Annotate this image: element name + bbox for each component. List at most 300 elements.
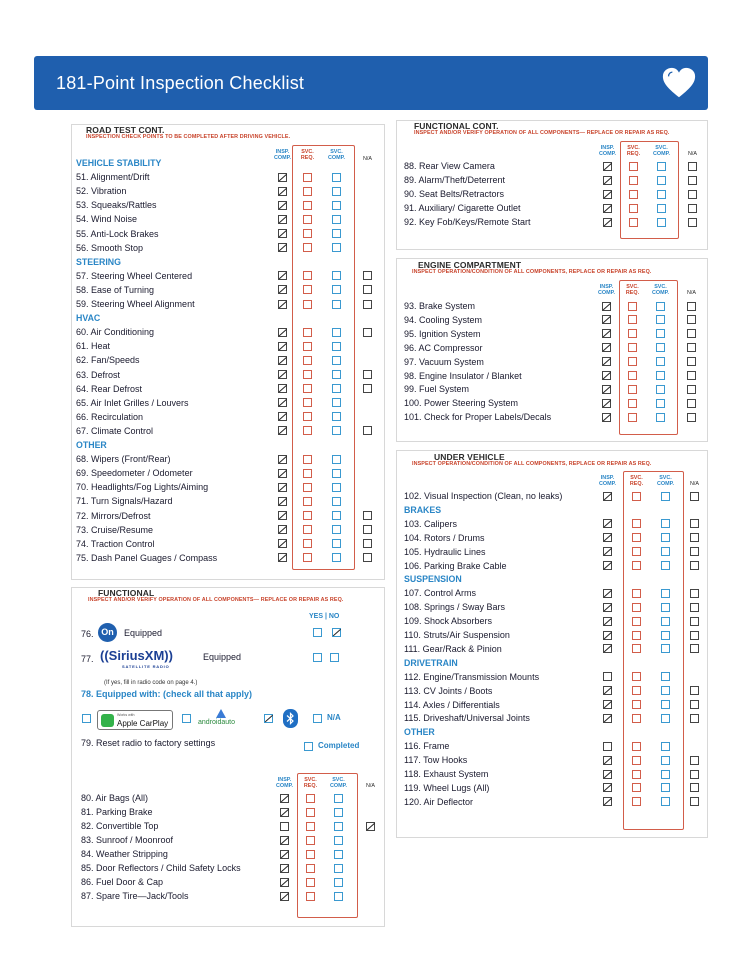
road_test-na-checkbox[interactable] — [363, 285, 372, 294]
road_test-na-checkbox[interactable] — [363, 511, 372, 520]
functional_cont-svc-comp-checkbox[interactable] — [657, 190, 666, 199]
engine-svc-req-checkbox[interactable] — [628, 413, 637, 422]
road_test-insp-comp-checkbox[interactable] — [278, 271, 287, 280]
road_test-svc-req-checkbox[interactable] — [303, 398, 312, 407]
functional_cont-col-header-insp: INSP. COMP. — [599, 145, 616, 158]
engine-svc-comp-checkbox[interactable] — [656, 315, 665, 324]
bluetooth-checkbox[interactable] — [264, 714, 273, 723]
under-svc-req-checkbox[interactable] — [632, 589, 641, 598]
functional_cont-svc-req-checkbox[interactable] — [629, 176, 638, 185]
road_test-insp-comp-checkbox[interactable] — [278, 497, 287, 506]
under-col-header-req: SVC. REQ. — [629, 475, 644, 488]
engine-na-checkbox[interactable] — [687, 357, 696, 366]
engine-svc-comp-checkbox[interactable] — [656, 371, 665, 380]
under-na-checkbox[interactable] — [690, 797, 699, 806]
road_test-insp-comp-checkbox[interactable] — [278, 398, 287, 407]
under-insp-comp-checkbox[interactable] — [603, 561, 612, 570]
road_test-svc-comp-checkbox[interactable] — [332, 229, 341, 238]
none-na-checkbox[interactable] — [313, 714, 322, 723]
road_test-item-label: 64. Rear Defrost — [76, 383, 143, 394]
functional-svc-req-checkbox[interactable] — [306, 850, 315, 859]
functional_cont-svc-comp-checkbox[interactable] — [657, 162, 666, 171]
under-na-checkbox[interactable] — [690, 714, 699, 723]
engine-na-checkbox[interactable] — [687, 329, 696, 338]
under-na-checkbox[interactable] — [690, 617, 699, 626]
road_test-svc-req-checkbox[interactable] — [303, 229, 312, 238]
road_test-item-label: 54. Wind Noise — [76, 214, 138, 225]
engine-svc-req-checkbox[interactable] — [628, 371, 637, 380]
under-svc-req-checkbox[interactable] — [632, 492, 641, 501]
road_test-insp-comp-checkbox[interactable] — [278, 356, 287, 365]
functional-svc-comp-checkbox[interactable] — [334, 794, 343, 803]
functional-svc-comp-checkbox[interactable] — [334, 892, 343, 901]
engine-insp-comp-checkbox[interactable] — [602, 315, 611, 324]
functional_cont-insp-comp-checkbox[interactable] — [603, 204, 612, 213]
road_test-svc-comp-checkbox[interactable] — [332, 525, 341, 534]
road_test-svc-comp-checkbox[interactable] — [332, 483, 341, 492]
road_test-insp-comp-checkbox[interactable] — [278, 525, 287, 534]
functional-svc-req-checkbox[interactable] — [306, 892, 315, 901]
under-svc-comp-checkbox[interactable] — [661, 617, 670, 626]
under-svc-req-checkbox[interactable] — [632, 631, 641, 640]
road_test-svc-req-checkbox[interactable] — [303, 384, 312, 393]
under-insp-comp-checkbox[interactable] — [603, 770, 612, 779]
functional_cont-na-checkbox[interactable] — [688, 162, 697, 171]
functional_cont-na-checkbox[interactable] — [688, 190, 697, 199]
functional_cont-svc-req-checkbox[interactable] — [629, 190, 638, 199]
engine-svc-req-checkbox[interactable] — [628, 329, 637, 338]
road_test-na-checkbox[interactable] — [363, 384, 372, 393]
engine-svc-req-checkbox[interactable] — [628, 302, 637, 311]
engine-insp-comp-checkbox[interactable] — [602, 357, 611, 366]
road_test-svc-comp-checkbox[interactable] — [332, 455, 341, 464]
item-77-number: 77. — [81, 654, 94, 664]
under-svc-comp-checkbox[interactable] — [661, 714, 670, 723]
road_test-svc-req-checkbox[interactable] — [303, 215, 312, 224]
road_test-item-label: 70. Headlights/Fog Lights/Aiming — [76, 482, 209, 493]
road_test-insp-comp-checkbox[interactable] — [278, 285, 287, 294]
under-na-checkbox[interactable] — [690, 700, 699, 709]
functional_cont-insp-comp-checkbox[interactable] — [603, 218, 612, 227]
road_test-svc-req-checkbox[interactable] — [303, 173, 312, 182]
road_test-insp-comp-checkbox[interactable] — [278, 187, 287, 196]
engine-na-checkbox[interactable] — [687, 315, 696, 324]
road_test-insp-comp-checkbox[interactable] — [278, 215, 287, 224]
road_test-na-checkbox[interactable] — [363, 300, 372, 309]
item-76-no-checkbox[interactable] — [332, 628, 341, 637]
under-item-label: 118. Exhaust System — [404, 769, 489, 779]
functional-insp-comp-checkbox[interactable] — [280, 822, 289, 831]
heart-icon — [660, 65, 698, 101]
road_test-svc-comp-checkbox[interactable] — [332, 173, 341, 182]
under-na-checkbox[interactable] — [690, 603, 699, 612]
engine-svc-comp-checkbox[interactable] — [656, 413, 665, 422]
road_test-svc-req-checkbox[interactable] — [303, 271, 312, 280]
functional-insp-comp-checkbox[interactable] — [280, 892, 289, 901]
under-insp-comp-checkbox[interactable] — [603, 617, 612, 626]
engine-svc-req-checkbox[interactable] — [628, 315, 637, 324]
road_test-svc-comp-checkbox[interactable] — [332, 398, 341, 407]
under-insp-comp-checkbox[interactable] — [603, 533, 612, 542]
under-svc-comp-checkbox[interactable] — [661, 770, 670, 779]
road_test-na-checkbox[interactable] — [363, 539, 372, 548]
functional-svc-comp-checkbox[interactable] — [334, 822, 343, 831]
item-77-no-checkbox[interactable] — [330, 653, 339, 662]
road_test-insp-comp-checkbox[interactable] — [278, 173, 287, 182]
engine-item-label: 98. Engine Insulator / Blanket — [404, 370, 522, 381]
engine-insp-comp-checkbox[interactable] — [602, 302, 611, 311]
under-svc-comp-checkbox[interactable] — [661, 603, 670, 612]
road_test-item-label: 60. Air Conditioning — [76, 327, 155, 338]
functional-svc-comp-checkbox[interactable] — [334, 850, 343, 859]
under-item-label: 109. Shock Absorbers — [404, 616, 493, 627]
road_test-insp-comp-checkbox[interactable] — [278, 370, 287, 379]
engine-item-label: 97. Vacuum System — [404, 356, 484, 367]
android-auto-checkbox[interactable] — [182, 714, 191, 723]
engine-item-label: 94. Cooling System — [404, 314, 483, 325]
road_test-na-checkbox[interactable] — [363, 426, 372, 435]
engine-insp-comp-checkbox[interactable] — [602, 371, 611, 380]
road_test-insp-comp-checkbox[interactable] — [278, 455, 287, 464]
engine-insp-comp-checkbox[interactable] — [602, 329, 611, 338]
functional_cont-svc-req-checkbox[interactable] — [629, 204, 638, 213]
functional-insp-comp-checkbox[interactable] — [280, 808, 289, 817]
functional-col-header-insp: INSP. COMP. — [276, 777, 293, 790]
road_test-svc-req-checkbox[interactable] — [303, 356, 312, 365]
engine-svc-comp-checkbox[interactable] — [656, 357, 665, 366]
under-na-checkbox[interactable] — [690, 756, 699, 765]
under-na-checkbox[interactable] — [690, 589, 699, 598]
functional-svc-req-checkbox[interactable] — [306, 864, 315, 873]
engine-na-checkbox[interactable] — [687, 343, 696, 352]
under-svc-req-checkbox[interactable] — [632, 561, 641, 570]
under-svc-comp-checkbox[interactable] — [661, 519, 670, 528]
road_test-svc-req-checkbox[interactable] — [303, 469, 312, 478]
functional_cont-insp-comp-checkbox[interactable] — [603, 176, 612, 185]
road_test-svc-req-checkbox[interactable] — [303, 483, 312, 492]
functional_cont-item-label: 89. Alarm/Theft/Deterrent — [404, 175, 506, 185]
functional_cont-item-label: 91. Auxiliary/ Cigarette Outlet — [404, 203, 521, 213]
functional-insp-comp-checkbox[interactable] — [280, 794, 289, 803]
engine-subtitle: INSPECT OPERATION/CONDITION OF ALL COMPONENTS, REPLACE OR REPAIR AS REQ. — [412, 269, 652, 275]
engine-title: ENGINE COMPARTMENT — [418, 260, 522, 270]
under-svc-req-checkbox[interactable] — [632, 714, 641, 723]
road_test-svc-comp-checkbox[interactable] — [332, 553, 341, 562]
engine-na-checkbox[interactable] — [687, 399, 696, 408]
road_test-svc-comp-checkbox[interactable] — [332, 469, 341, 478]
road_test-svc-req-checkbox[interactable] — [303, 511, 312, 520]
road_test-svc-req-checkbox[interactable] — [303, 187, 312, 196]
engine-na-checkbox[interactable] — [687, 302, 696, 311]
road_test-insp-comp-checkbox[interactable] — [278, 328, 287, 337]
functional_cont-insp-comp-checkbox[interactable] — [603, 162, 612, 171]
engine-na-checkbox[interactable] — [687, 413, 696, 422]
reset-completed-checkbox[interactable] — [304, 742, 313, 751]
under-svc-req-checkbox[interactable] — [632, 519, 641, 528]
under-insp-comp-checkbox[interactable] — [603, 631, 612, 640]
under-insp-comp-checkbox[interactable] — [603, 797, 612, 806]
road_test-svc-req-checkbox[interactable] — [303, 300, 312, 309]
road_test-svc-comp-checkbox[interactable] — [332, 201, 341, 210]
under-svc-req-checkbox[interactable] — [632, 783, 641, 792]
functional_cont-insp-comp-checkbox[interactable] — [603, 190, 612, 199]
under-svc-comp-checkbox[interactable] — [661, 589, 670, 598]
under-svc-req-checkbox[interactable] — [632, 644, 641, 653]
road_test-col-header-req: SVC. REQ. — [300, 149, 315, 162]
functional-item-label: 84. Weather Stripping — [81, 849, 168, 859]
functional-svc-req-checkbox[interactable] — [306, 794, 315, 803]
under-svc-comp-checkbox[interactable] — [661, 644, 670, 653]
road_test-insp-comp-checkbox[interactable] — [278, 426, 287, 435]
functional-svc-req-checkbox[interactable] — [306, 808, 315, 817]
under-svc-comp-checkbox[interactable] — [661, 756, 670, 765]
engine-svc-comp-checkbox[interactable] — [656, 302, 665, 311]
under-svc-req-checkbox[interactable] — [632, 672, 641, 681]
under-na-checkbox[interactable] — [690, 547, 699, 556]
engine-na-checkbox[interactable] — [687, 371, 696, 380]
road_test-na-checkbox[interactable] — [363, 525, 372, 534]
road_test-na-checkbox[interactable] — [363, 370, 372, 379]
road_test-section-heading: HVAC — [76, 313, 101, 324]
road_test-svc-req-checkbox[interactable] — [303, 285, 312, 294]
engine-col-header-insp: INSP. COMP. — [598, 284, 615, 297]
road_test-svc-req-checkbox[interactable] — [303, 201, 312, 210]
road_test-insp-comp-checkbox[interactable] — [278, 511, 287, 520]
under-insp-comp-checkbox[interactable] — [603, 783, 612, 792]
road_test-insp-comp-checkbox[interactable] — [278, 483, 287, 492]
under-item-label: 113. CV Joints / Boots — [404, 685, 493, 696]
engine-svc-comp-checkbox[interactable] — [656, 385, 665, 394]
functional-svc-req-checkbox[interactable] — [306, 836, 315, 845]
road_test-svc-req-checkbox[interactable] — [303, 497, 312, 506]
under-item-label: 115. Driveshaft/Universal Joints — [404, 713, 530, 724]
road_test-svc-req-checkbox[interactable] — [303, 370, 312, 379]
under-na-checkbox[interactable] — [690, 561, 699, 570]
functional_cont-svc-comp-checkbox[interactable] — [657, 204, 666, 213]
functional-insp-comp-checkbox[interactable] — [280, 850, 289, 859]
under-insp-comp-checkbox[interactable] — [603, 756, 612, 765]
under-svc-comp-checkbox[interactable] — [661, 561, 670, 570]
road_test-svc-req-checkbox[interactable] — [303, 243, 312, 252]
engine-item-label: 99. Fuel System — [404, 384, 470, 395]
engine-svc-req-checkbox[interactable] — [628, 343, 637, 352]
engine-svc-req-checkbox[interactable] — [628, 357, 637, 366]
road_test-svc-comp-checkbox[interactable] — [332, 285, 341, 294]
road_test-svc-comp-checkbox[interactable] — [332, 342, 341, 351]
functional-item-label: 82. Convertible Top — [81, 821, 159, 831]
road_test-svc-comp-checkbox[interactable] — [332, 384, 341, 393]
road_test-insp-comp-checkbox[interactable] — [278, 300, 287, 309]
road_test-svc-req-checkbox[interactable] — [303, 525, 312, 534]
functional_cont-na-checkbox[interactable] — [688, 204, 697, 213]
under-svc-comp-checkbox[interactable] — [661, 742, 670, 751]
under-svc-comp-checkbox[interactable] — [661, 797, 670, 806]
road_test-na-checkbox[interactable] — [363, 271, 372, 280]
under-insp-comp-checkbox[interactable] — [603, 603, 612, 612]
functional_cont-svc-comp-checkbox[interactable] — [657, 176, 666, 185]
under-svc-req-checkbox[interactable] — [632, 797, 641, 806]
engine-insp-comp-checkbox[interactable] — [602, 399, 611, 408]
functional-na-checkbox[interactable] — [366, 822, 375, 831]
engine-item-label: 100. Power Steering System — [404, 398, 519, 409]
functional_cont-col-header-na: N/A — [688, 151, 697, 157]
under-subtitle: INSPECT OPERATION/CONDITION OF ALL COMPONENTS, REPLACE OR REPAIR AS REQ. — [412, 461, 652, 467]
under-insp-comp-checkbox[interactable] — [603, 519, 612, 528]
road_test-svc-comp-checkbox[interactable] — [332, 370, 341, 379]
road_test-insp-comp-checkbox[interactable] — [278, 201, 287, 210]
functional-col-header-comp: SVC. COMP. — [330, 777, 347, 790]
engine-svc-comp-checkbox[interactable] — [656, 343, 665, 352]
road_test-svc-req-checkbox[interactable] — [303, 455, 312, 464]
under-svc-comp-checkbox[interactable] — [661, 533, 670, 542]
under-item-label: 117. Tow Hooks — [404, 755, 468, 766]
under-svc-comp-checkbox[interactable] — [661, 686, 670, 695]
under-insp-comp-checkbox[interactable] — [603, 589, 612, 598]
item-79-label: 79. Reset radio to factory settings — [81, 738, 216, 748]
functional_cont-svc-req-checkbox[interactable] — [629, 162, 638, 171]
road_test-svc-comp-checkbox[interactable] — [332, 539, 341, 548]
functional-insp-comp-checkbox[interactable] — [280, 836, 289, 845]
under-na-checkbox[interactable] — [690, 492, 699, 501]
under-svc-req-checkbox[interactable] — [632, 686, 641, 695]
functional_cont-col-header-comp: SVC. COMP. — [653, 145, 670, 158]
road_test-svc-comp-checkbox[interactable] — [332, 271, 341, 280]
road_test-svc-req-checkbox[interactable] — [303, 539, 312, 548]
engine-svc-comp-checkbox[interactable] — [656, 399, 665, 408]
under-insp-comp-checkbox[interactable] — [603, 742, 612, 751]
under-insp-comp-checkbox[interactable] — [603, 714, 612, 723]
functional_cont-svc-req-checkbox[interactable] — [629, 218, 638, 227]
under-item-label: 112. Engine/Transmission Mounts — [404, 671, 540, 682]
road_test-svc-req-checkbox[interactable] — [303, 412, 312, 421]
engine-insp-comp-checkbox[interactable] — [602, 385, 611, 394]
engine-svc-req-checkbox[interactable] — [628, 385, 637, 394]
item-77-yes-checkbox[interactable] — [313, 653, 322, 662]
road_test-na-checkbox[interactable] — [363, 553, 372, 562]
functional_cont-na-checkbox[interactable] — [688, 218, 697, 227]
page-title: 181-Point Inspection Checklist — [56, 73, 305, 93]
road_test-svc-comp-checkbox[interactable] — [332, 497, 341, 506]
radio-code-note: (If yes, fill in radio code on page 4.) — [104, 680, 198, 686]
under-svc-req-checkbox[interactable] — [632, 603, 641, 612]
road_test-insp-comp-checkbox[interactable] — [278, 342, 287, 351]
road_test-svc-comp-checkbox[interactable] — [332, 511, 341, 520]
functional-svc-comp-checkbox[interactable] — [334, 808, 343, 817]
road_test-svc-comp-checkbox[interactable] — [332, 243, 341, 252]
road_test-item-label: 69. Speedometer / Odometer — [76, 468, 193, 479]
functional-svc-req-checkbox[interactable] — [306, 822, 315, 831]
under-na-checkbox[interactable] — [690, 686, 699, 695]
road_test-svc-comp-checkbox[interactable] — [332, 215, 341, 224]
under-title: UNDER VEHICLE — [434, 452, 505, 462]
road_test-insp-comp-checkbox[interactable] — [278, 539, 287, 548]
engine-col-header-comp: SVC. COMP. — [652, 284, 669, 297]
under-insp-comp-checkbox[interactable] — [603, 686, 612, 695]
engine-svc-comp-checkbox[interactable] — [656, 329, 665, 338]
functional-item-label: 83. Sunroof / Moonroof — [81, 835, 174, 845]
under-svc-comp-checkbox[interactable] — [661, 672, 670, 681]
under-na-checkbox[interactable] — [690, 644, 699, 653]
road_test-svc-comp-checkbox[interactable] — [332, 412, 341, 421]
road_test-insp-comp-checkbox[interactable] — [278, 469, 287, 478]
under-svc-comp-checkbox[interactable] — [661, 700, 670, 709]
road_test-insp-comp-checkbox[interactable] — [278, 412, 287, 421]
road_test-insp-comp-checkbox[interactable] — [278, 243, 287, 252]
functional-svc-comp-checkbox[interactable] — [334, 864, 343, 873]
under-svc-comp-checkbox[interactable] — [661, 492, 670, 501]
road_test-svc-comp-checkbox[interactable] — [332, 426, 341, 435]
functional_cont-svc-comp-checkbox[interactable] — [657, 218, 666, 227]
road_test-svc-comp-checkbox[interactable] — [332, 300, 341, 309]
road_test-item-label: 68. Wipers (Front/Rear) — [76, 454, 171, 465]
under-insp-comp-checkbox[interactable] — [603, 700, 612, 709]
under-insp-comp-checkbox[interactable] — [603, 547, 612, 556]
road_test-insp-comp-checkbox[interactable] — [278, 384, 287, 393]
under-svc-comp-checkbox[interactable] — [661, 547, 670, 556]
under-insp-comp-checkbox[interactable] — [603, 492, 612, 501]
under-insp-comp-checkbox[interactable] — [603, 644, 612, 653]
under-svc-req-checkbox[interactable] — [632, 742, 641, 751]
road_test-svc-comp-checkbox[interactable] — [332, 356, 341, 365]
item-76-yes-checkbox[interactable] — [313, 628, 322, 637]
road_test-insp-comp-checkbox[interactable] — [278, 553, 287, 562]
android-auto-icon — [216, 709, 226, 718]
under-svc-req-checkbox[interactable] — [632, 756, 641, 765]
under-na-checkbox[interactable] — [690, 533, 699, 542]
functional_cont-na-checkbox[interactable] — [688, 176, 697, 185]
road_test-svc-comp-checkbox[interactable] — [332, 328, 341, 337]
under-insp-comp-checkbox[interactable] — [603, 672, 612, 681]
under-svc-req-checkbox[interactable] — [632, 547, 641, 556]
engine-insp-comp-checkbox[interactable] — [602, 343, 611, 352]
under-svc-req-checkbox[interactable] — [632, 617, 641, 626]
under-col-header-comp: SVC. COMP. — [657, 475, 674, 488]
functional_cont-item-label: 90. Seat Belts/Retractors — [404, 189, 505, 199]
road_test-col-header-insp: INSP. COMP. — [274, 149, 291, 162]
under-svc-req-checkbox[interactable] — [632, 700, 641, 709]
under-svc-comp-checkbox[interactable] — [661, 631, 670, 640]
under-svc-comp-checkbox[interactable] — [661, 783, 670, 792]
functional-insp-comp-checkbox[interactable] — [280, 864, 289, 873]
under-svc-req-checkbox[interactable] — [632, 533, 641, 542]
road_test-svc-comp-checkbox[interactable] — [332, 187, 341, 196]
road_test-svc-req-checkbox[interactable] — [303, 426, 312, 435]
functional-svc-comp-checkbox[interactable] — [334, 878, 343, 887]
functional-svc-comp-checkbox[interactable] — [334, 836, 343, 845]
functional-svc-req-checkbox[interactable] — [306, 878, 315, 887]
under-item-label: 110. Struts/Air Suspension — [404, 630, 510, 640]
engine-svc-req-checkbox[interactable] — [628, 399, 637, 408]
road_test-na-checkbox[interactable] — [363, 328, 372, 337]
road_test-svc-req-checkbox[interactable] — [303, 553, 312, 562]
apple-carplay-badge — [97, 710, 173, 730]
carplay-checkbox[interactable] — [82, 714, 91, 723]
under-item-label: 106. Parking Brake Cable — [404, 560, 507, 571]
functional-subtitle: INSPECT AND/OR VERIFY OPERATION OF ALL COMPONENTS— REPLACE OR REPAIR AS REQ. — [88, 597, 344, 603]
road_test-item-label: 62. Fan/Speeds — [76, 355, 140, 366]
under-na-checkbox[interactable] — [690, 631, 699, 640]
road_test-insp-comp-checkbox[interactable] — [278, 229, 287, 238]
engine-na-checkbox[interactable] — [687, 385, 696, 394]
under-svc-req-checkbox[interactable] — [632, 770, 641, 779]
under-na-checkbox[interactable] — [690, 770, 699, 779]
road_test-svc-req-checkbox[interactable] — [303, 342, 312, 351]
functional-insp-comp-checkbox[interactable] — [280, 878, 289, 887]
road_test-svc-req-checkbox[interactable] — [303, 328, 312, 337]
under-na-checkbox[interactable] — [690, 783, 699, 792]
engine-insp-comp-checkbox[interactable] — [602, 413, 611, 422]
under-na-checkbox[interactable] — [690, 519, 699, 528]
